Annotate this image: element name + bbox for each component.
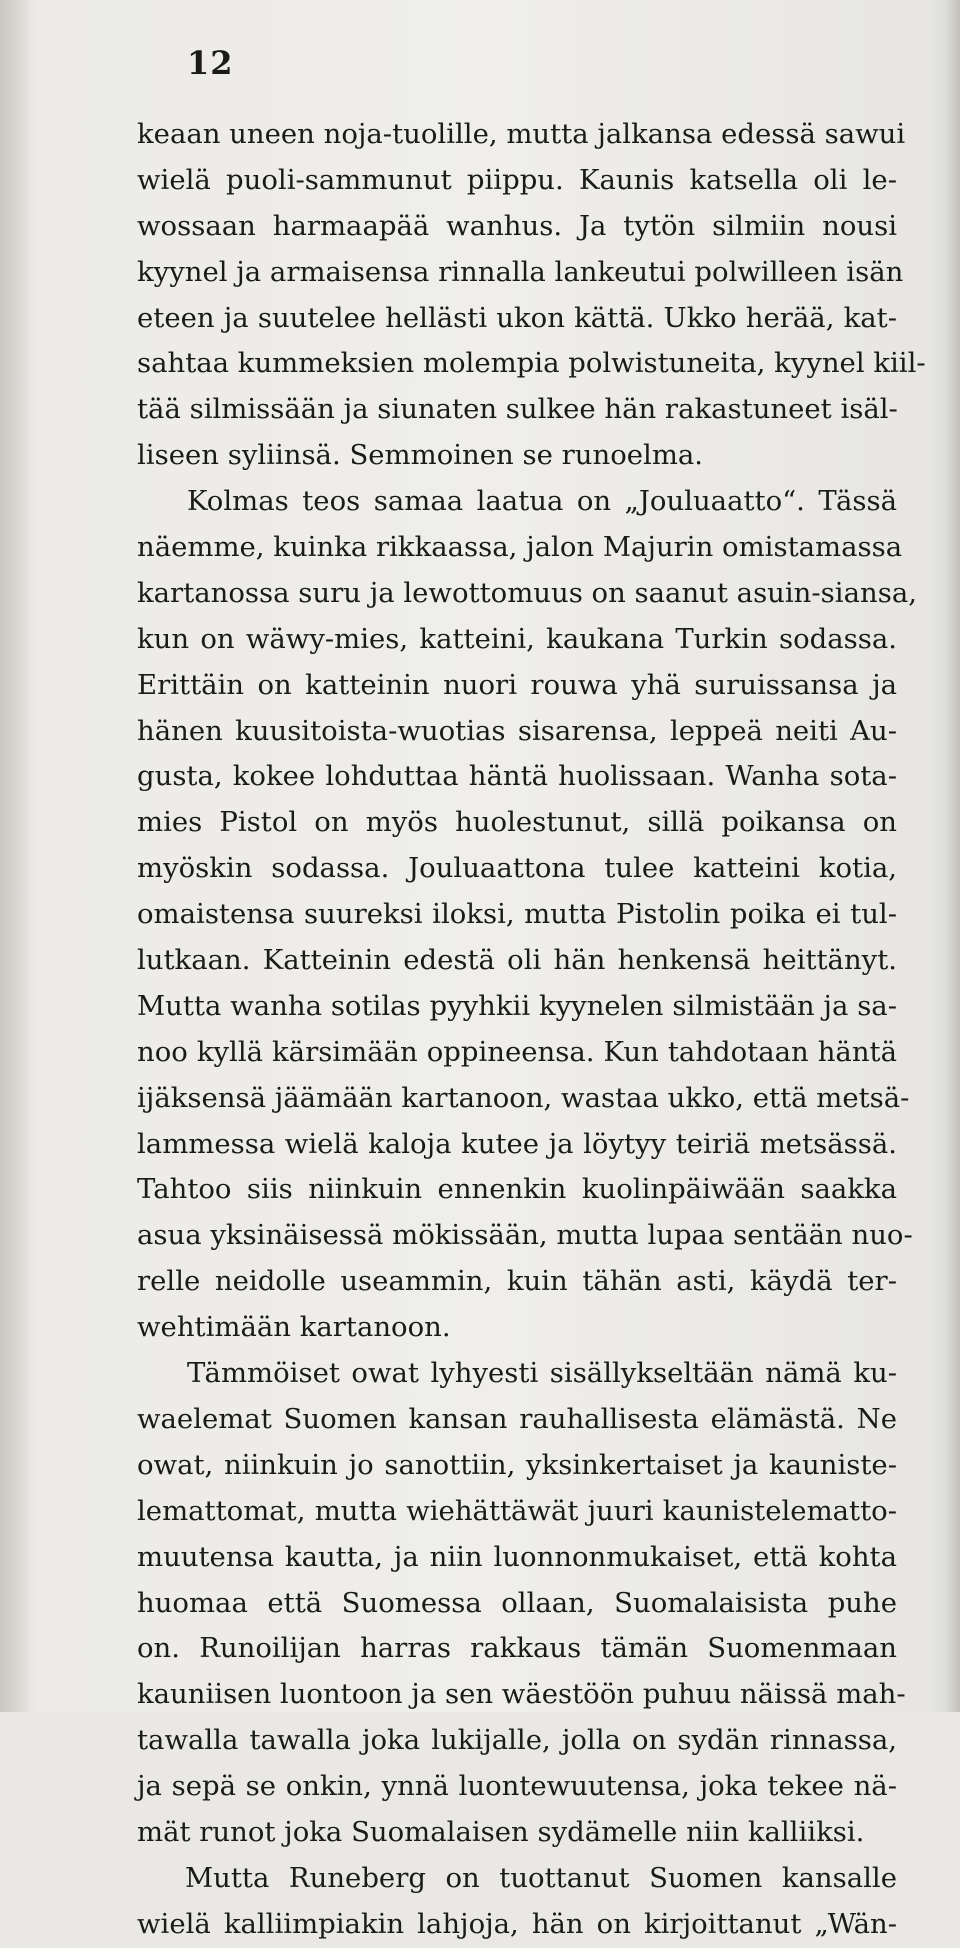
text-line: on. Runoilijan harras rakkaus tämän Suomenmaan xyxy=(137,1632,897,1665)
text-line: muutensa kautta, ja niin luonnonmukaiset, että kohta xyxy=(137,1540,897,1573)
text-line: liseen syliinsä. Semmoinen se runoelma. xyxy=(137,439,704,472)
text-line: lemattomat, mutta wiehättäwät juuri kaunistelematto- xyxy=(137,1494,897,1527)
text-line: owat, niinkuin jo sanottiin, yksinkertaiset ja kauniste- xyxy=(137,1448,897,1481)
text-line: waelemat Suomen kansan rauhallisesta elämästä. Ne xyxy=(137,1402,897,1435)
gutter-shadow xyxy=(0,0,30,1712)
text-line: näemme, kuinka rikkaassa, jalon Majurin omistamassa xyxy=(137,531,903,564)
text-line: wielä kalliimpiakin lahjoja, hän on kirjoittanut „Wän- xyxy=(137,1907,897,1940)
text-line: gusta, kokee lohduttaa häntä huolissaan. Wanha sota- xyxy=(137,760,897,793)
text-line: huomaa että Suomessa ollaan, Suomalaisista puhe xyxy=(137,1586,897,1619)
text-line: ja sepä se onkin, ynnä luontewuutensa, joka tekee nä- xyxy=(137,1770,897,1803)
text-line: Mutta Runeberg on tuottanut Suomen kansalle xyxy=(185,1861,897,1894)
text-line: wossaan harmaapää wanhus. Ja tytön silmiin nousi xyxy=(137,209,897,242)
text-line: noo kyllä kärsimään oppineensa. Kun tahdotaan häntä xyxy=(137,1035,897,1068)
text-line: sahtaa kummeksien molempia polwistuneita, kyynel kiil- xyxy=(137,347,926,380)
page-edge-shadow xyxy=(946,0,960,1712)
text-line: Tahtoo siis niinkuin ennenkin kuolinpäiwään saakka xyxy=(137,1173,897,1206)
text-line: hänen kuusitoista-wuotias sisarensa, leppeä neiti Au- xyxy=(137,714,897,747)
text-line: Erittäin on katteinin nuori rouwa yhä suruissansa ja xyxy=(137,668,897,701)
text-line: kun on wäwy-mies, katteini, kaukana Turkin sodassa. xyxy=(137,622,897,655)
text-line: Kolmas teos samaa laatua on „Jouluaatto“. Tässä xyxy=(187,485,897,518)
text-line: lammessa wielä kaloja kutee ja löytyy teiriä metsässä. xyxy=(137,1127,897,1160)
text-line: kartanossa suru ja lewottomuus on saanut asuin-siansa, xyxy=(137,576,917,609)
text-line: mät runot joka Suomalaisen sydämelle niin kalliiksi. xyxy=(137,1815,865,1848)
text-line: kyynel ja armaisensa rinnalla lankeutui polwilleen isän xyxy=(137,255,904,288)
text-line: omaistensa suureksi iloksi, mutta Pistolin poika ei tul- xyxy=(137,898,897,931)
text-line: lutkaan. Katteinin edestä oli hän henkensä heittänyt. xyxy=(137,944,897,977)
text-line: mies Pistol on myös huolestunut, sillä poikansa on xyxy=(137,806,897,839)
text-line: myöskin sodassa. Jouluaattona tulee katteini kotia, xyxy=(137,852,897,885)
text-line: tawalla tawalla joka lukijalle, jolla on sydän rinnassa, xyxy=(137,1724,897,1757)
text-line: Mutta wanha sotilas pyyhkii kyynelen silmistään ja sa- xyxy=(137,989,897,1022)
text-line: wehtimään kartanoon. xyxy=(137,1311,451,1344)
body-text xyxy=(137,112,926,1948)
text-line: ijäksensä jäämään kartanoon, wastaa ukko, että metsä- xyxy=(137,1081,910,1114)
text-line: tää silmissään ja siunaten sulkee hän rakastuneet isäl- xyxy=(137,393,898,426)
page-number: 12 xyxy=(187,44,234,82)
text-line: asua yksinäisessä mökissään, mutta lupaa sentään nuo- xyxy=(137,1219,913,1252)
text-line: Tämmöiset owat lyhyesti sisällykseltään nämä ku- xyxy=(187,1357,897,1390)
text-line: relle neidolle useammin, kuin tähän asti, käydä ter- xyxy=(137,1265,897,1298)
text-line: kauniisen luontoon ja sen wäestöön puhuu näissä mah- xyxy=(137,1678,906,1711)
text-line: wielä puoli-sammunut piippu. Kaunis katsella oli le- xyxy=(137,163,897,196)
text-line: eteen ja suutelee hellästi ukon kättä. Ukko herää, kat- xyxy=(137,301,897,334)
text-line: keaan uneen noja-tuolille, mutta jalkansa edessä sawui xyxy=(137,118,906,150)
